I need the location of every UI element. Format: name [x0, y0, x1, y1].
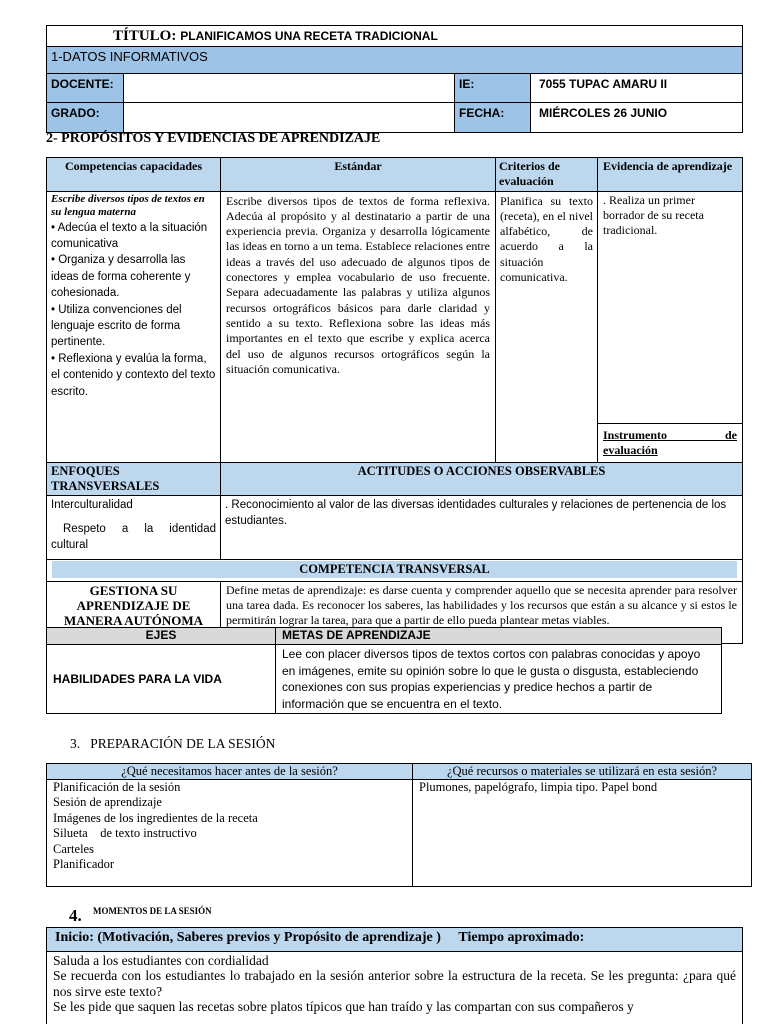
enfoques-label: ENFOQUES TRANSVERSALES	[47, 462, 221, 495]
inicio-content	[47, 952, 743, 1024]
capacidades-list	[51, 220, 216, 400]
tiempo-label: Tiempo aproximado:	[458, 930, 585, 945]
momentos-table	[46, 927, 743, 1024]
capacidad-item: • Organiza y desarrolla las ideas de forma coherente y cohesionada.	[51, 254, 191, 300]
enfoque-name: Interculturalidad	[51, 498, 133, 511]
col-estandar: Estándar	[221, 158, 496, 192]
col-antes: ¿Qué necesitamos hacer antes de la sesión?	[47, 764, 413, 780]
meta-text: Lee con placer diversos tipos de textos cortos con palabras conocidas y apoyo en imágenes, emite su opinión sobre lo que le gusta o disgusta, estableciendo conexiones con sus propias experiencias y predice hechos a partir de información que se encuentra en el texto.	[276, 645, 722, 714]
actitudes-label: ACTITUDES O ACCIONES OBSERVABLES	[221, 462, 743, 495]
section4-number: 4.	[69, 906, 82, 925]
competencia-transversal-row	[47, 559, 743, 581]
gestiona-label: GESTIONA SU APRENDIZAJE DE MANERA AUTÓNOMA	[47, 581, 221, 643]
antes-item: Silueta de texto instructivo	[53, 826, 197, 841]
grado-value	[124, 103, 455, 133]
antes-cell	[47, 780, 413, 887]
page-title: PLANIFICAMOS UNA RECETA TRADICIONAL	[180, 29, 438, 43]
col-criterios: Criterios de evaluación	[496, 158, 598, 192]
inicio-line: Se les pide que saquen las recetas sobre platos típicos que han traído y las compartan con sus compañeros y	[53, 999, 634, 1015]
datos-informativos-heading: 1-DATOS INFORMATIVOS	[47, 47, 743, 74]
actitud-text: . Reconocimiento al valor de las diversas identidades culturales y relaciones de pertenencia de los estudiantes.	[221, 495, 743, 559]
section3-heading: 3. PREPARACIÓN DE LA SESIÓN	[70, 736, 276, 751]
instrumento-label: Instrumento de evaluación	[603, 427, 737, 457]
ie-value: 7055 TUPAC AMARU II	[531, 74, 743, 103]
competencia-transversal-label: COMPETENCIA TRANSVERSAL	[52, 561, 737, 578]
antes-item: Planificador	[53, 857, 115, 872]
inicio-row	[47, 928, 743, 952]
title-label: TÍTULO:	[113, 28, 177, 44]
evidencia-text: . Realiza un primer borrador de su receta tradicional.	[598, 191, 743, 423]
col-recursos: ¿Qué recursos o materiales se utilizará en esta sesión?	[413, 764, 752, 780]
enfoque-cell	[47, 495, 221, 559]
col-evidencia: Evidencia de aprendizaje	[598, 158, 743, 192]
col-competencias: Competencias capacidades	[47, 158, 221, 192]
ejes-table	[46, 627, 722, 714]
gestiona-text: Define metas de aprendizaje: es darse cuenta y comprender aquello que se necesita aprender para resolver una tarea dada. Es reconocer los saberes, las habilidades y los recursos que están a su alcance y si estos le permitirán lograr la tarea, para que a partir de ello pueda plantear metas viables.	[221, 581, 743, 643]
section4-heading: MOMENTOS DE LA SESIÓN	[93, 906, 212, 916]
capacidad-item: • Reflexiona y evalúa la forma, el contenido y contexto del texto escrito.	[51, 352, 216, 398]
instrumento-cell	[598, 423, 743, 462]
capacidad-item: • Utiliza convenciones del lenguaje escrito de forma pertinente.	[51, 303, 182, 349]
capacidad-item: • Adecúa el texto a la situación comunicativa	[51, 221, 208, 250]
inicio-line: Saluda a los estudiantes con cordialidad	[53, 953, 269, 968]
docente-value	[124, 74, 455, 103]
criterios-text: Planifica su texto (receta), en el nivel alfabético, de acuerdo a la situación comunicativa.	[496, 191, 598, 462]
inicio-label: Inicio: (Motivación, Saberes previos y Propósito de aprendizaje )	[55, 930, 441, 945]
antes-item: Planificación de la sesión	[53, 780, 181, 794]
propositos-table	[46, 157, 743, 644]
recursos-text: Plumones, papelógrafo, limpia tipo. Papel bond	[413, 780, 752, 887]
ie-label: IE:	[455, 74, 531, 103]
antes-list	[53, 780, 406, 872]
antes-item: Sesión de aprendizaje	[53, 795, 162, 810]
competencia-cell	[47, 191, 221, 462]
inicio-line: Se recuerda con los estudiantes lo trabajado en la sesión anterior sobre la estructura de la receta. Se les pregunta: ¿para qué nos sirve este texto?	[53, 968, 736, 999]
title-row	[47, 26, 743, 47]
enfoque-value: Respeto a la identidad cultural	[51, 522, 216, 551]
preparacion-table	[46, 763, 752, 887]
eje-value: HABILIDADES PARA LA VIDA	[47, 645, 276, 714]
antes-item: Imágenes de los ingredientes de la receta	[53, 810, 258, 825]
section2-heading: 2- PROPÓSITOS Y EVIDENCIAS DE APRENDIZAJE	[46, 131, 381, 146]
antes-item: Carteles	[53, 841, 94, 856]
col-ejes: EJES	[47, 628, 276, 645]
fecha-label: FECHA:	[455, 103, 531, 133]
grado-label: GRADO:	[47, 103, 124, 133]
fecha-value: MIÉRCOLES 26 JUNIO	[531, 103, 743, 133]
estandar-text: Escribe diversos tipos de textos de forma reflexiva. Adecúa al propósito y al destinatario a partir de una experiencia previa. Organiza y desarrolla lógicamente las ideas en torno a un tema. Establece relaciones entre ideas a través del uso adecuado de algunos tipos de conectores y emplea vocabulario de uso frecuente. Separa adecuadamente las palabras y utiliza algunos recursos ortográficos básicos para darle claridad y sentido a su texto. Reflexiona sobre las ideas más importantes en el texto que escribe y explica acerca del uso de algunos recursos ortográficos según la situación comunicativa.	[221, 191, 496, 462]
docente-label: DOCENTE:	[47, 74, 124, 103]
datos-table	[46, 25, 743, 133]
competencia-title: Escribe diversos tipos de textos en su lengua materna	[51, 192, 205, 219]
col-metas: METAS DE APRENDIZAJE	[276, 628, 722, 645]
